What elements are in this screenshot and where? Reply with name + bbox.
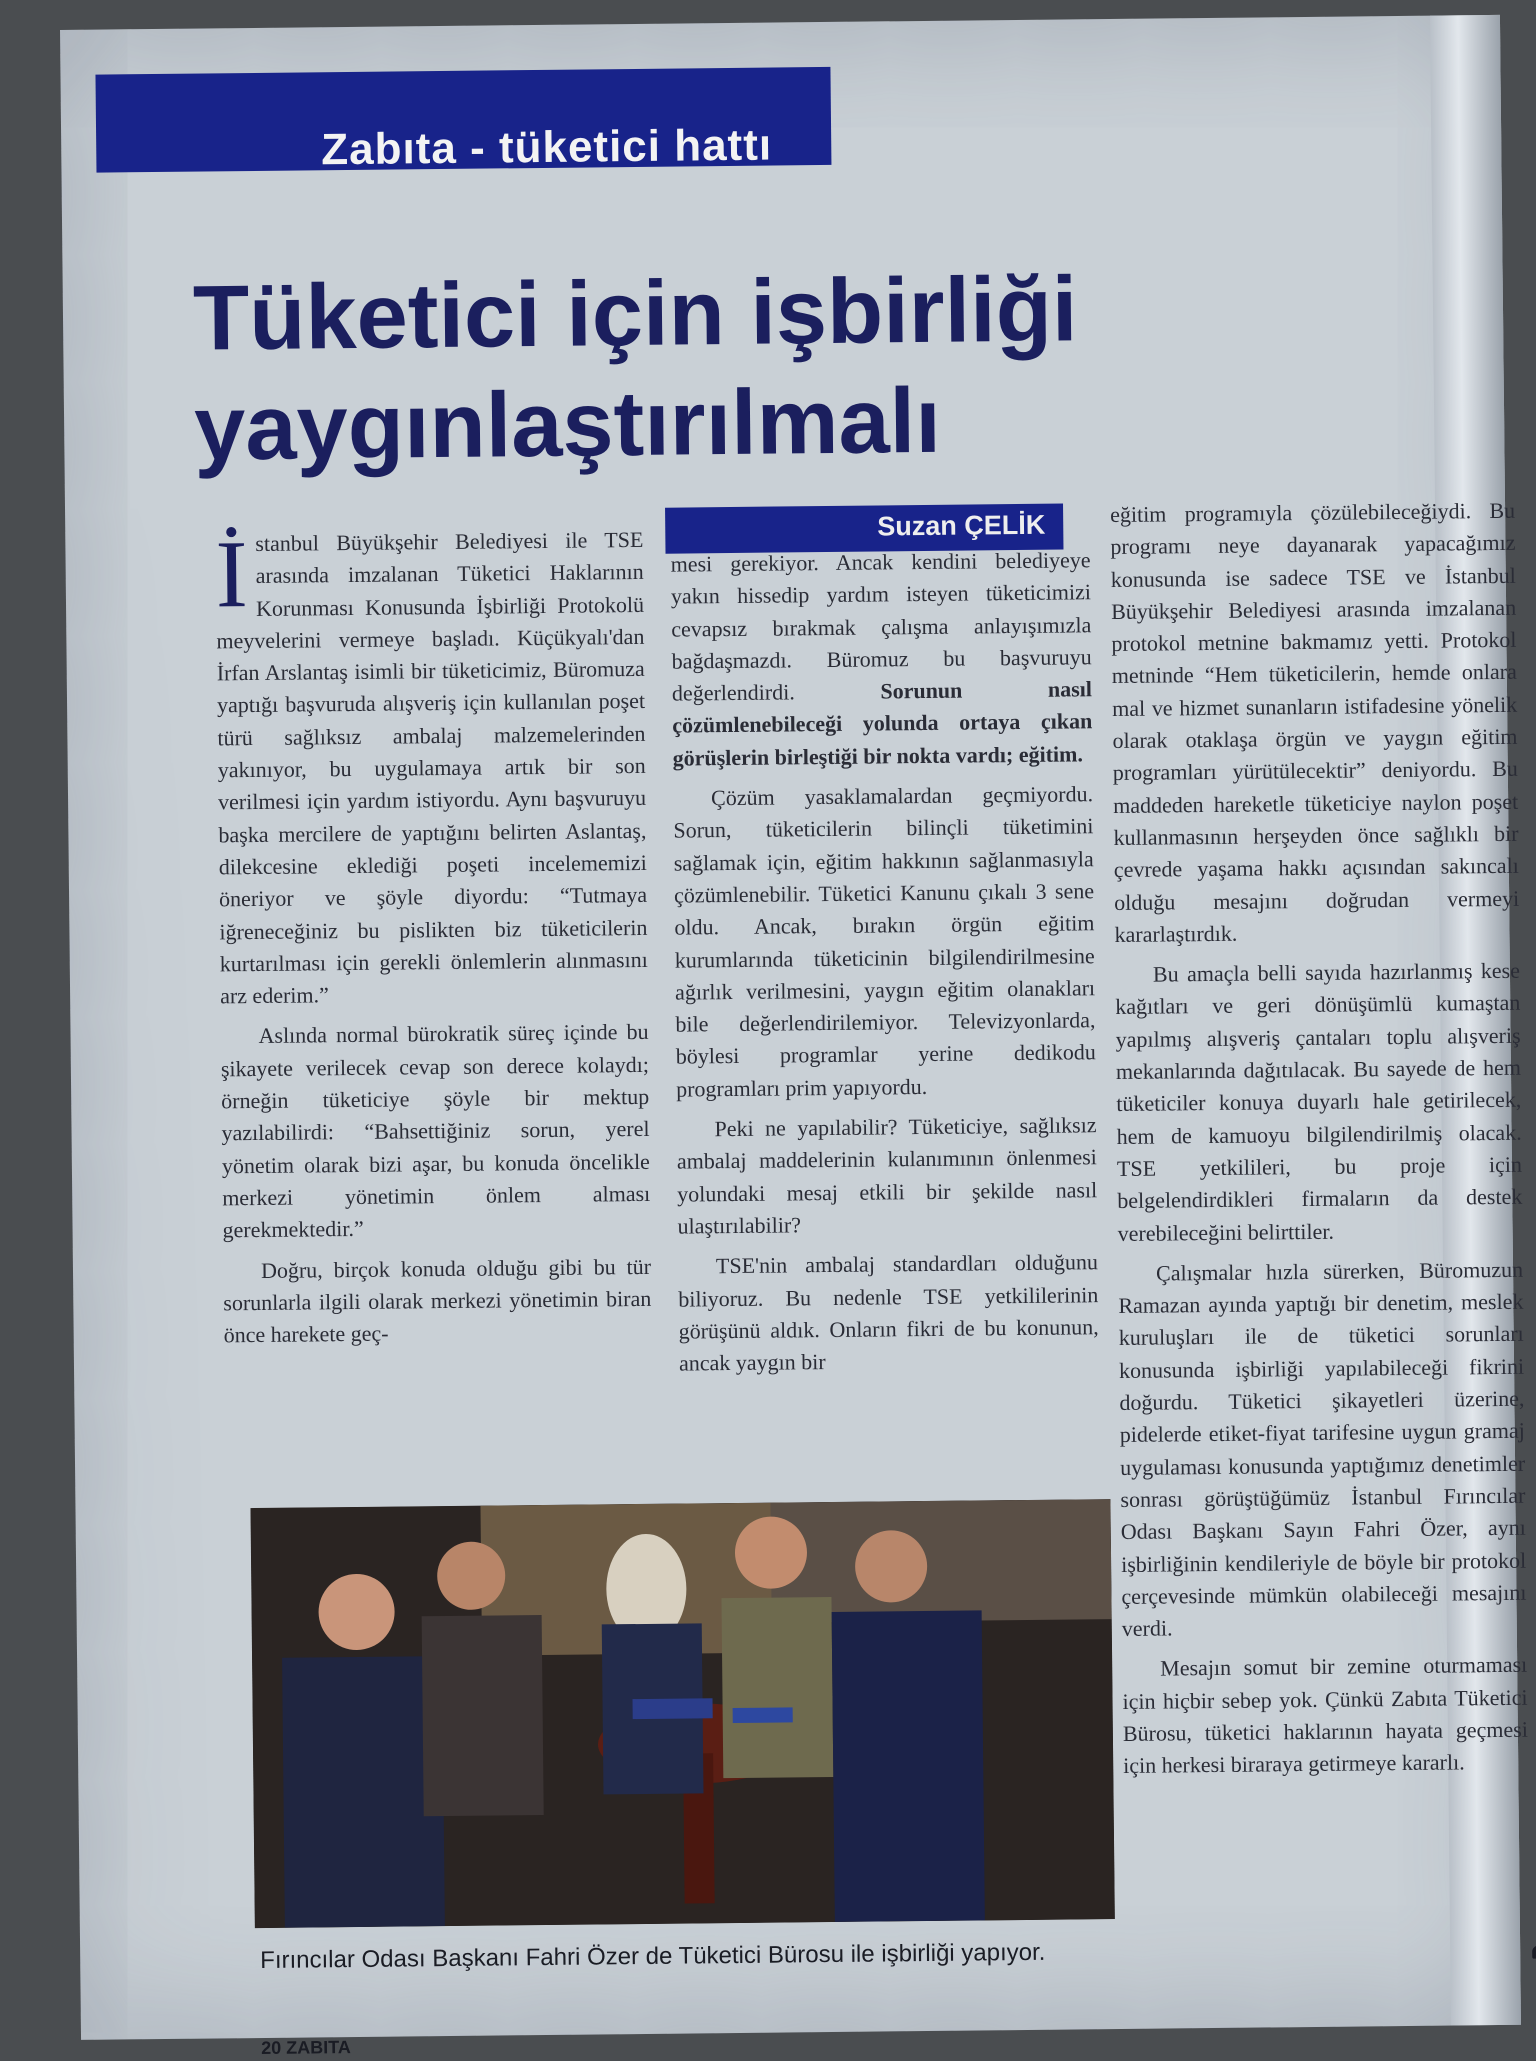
article-column-1: [215, 520, 652, 1360]
paragraph: Doğru, birçok konuda olduğu gibi bu tür sorunlarla ilgili olarak merkezi yönetimin biran önce harekete geç-: [223, 1253, 652, 1348]
paragraph-text: mesi gerekiyor. Ancak kendini belediyeye yakın hissedip yardım isteyen tüketicimizi cevapsız bırakmak çalışma anlayışımızla bağdaşmazdı. Büromuz bu başvuruyu değerlendirdi.: [670, 547, 1092, 706]
magazine-name: ZABITA: [286, 2037, 351, 2058]
paragraph: Peki ne yapılabilir? Tüketiciye, sağlıksız ambalaj maddelerinin kulanımının önlenmesi yolundaki mesaj etkili bir şekilde nasıl ulaştırılabilir?: [676, 1112, 1098, 1239]
page-footer: [261, 2037, 351, 2059]
bold-statement: Sorunun nasıl çözümlenebileceği yolunda ortaya çıkan görüşlerin birleştiği bir nokta vardı; eğitim.: [672, 676, 1093, 771]
paragraph: Çalışmalar hızla sürerken, Büromuzun Ramazan ayında yaptığı bir denetim, meslek kuruluşları ile de tüketici sorunları konusunda işbirliği yapılabileceği fikrini doğurdu. Tüketici şikayetleri üzerine, pidelerde etiket-fiyat tarifesine uygun gramaj uygulaması konusunda yaptığımız denetimler sonrası görüştüğümüz İstanbul Fırıncılar Odası Başkanı Sayın Fahri Özer, aynı işbirliğinin kendileriyle de böyle bir protokol çerçevesinde mümkün olabileceği mesajını verdi.: [1118, 1256, 1527, 1642]
page-number: 20: [261, 2037, 282, 2059]
paragraph: eğitim programıyla çözülebileceğiydi. Bu programı neye dayanarak yapacağımız konusunda ise sadece TSE ve İstanbul Büyükşehir Belediyesi arasında imzalanan protokol metnine bakmamız yetti. Protokol metninde “Hem tüketicilerin, hemde onlara mal ve hizmet sunanların istifadesine yönelik olarak otaklaşa örgün ve yaygın eğitim programları yürütülecektir” deniyordu. Bu maddeden hareketle tüketiciye naylon poşet kullanmasının herşeyden önce sağlıklı bir çevrede yaşama hakkı açısından sakıncalı olduğu mesajını doğrudan vermeyi kararlaştırdık.: [1110, 497, 1520, 947]
article-headline: Tüketici için işbirliği yaygınlaştırılmalı: [192, 258, 1078, 480]
photo-caption: Fırıncılar Odası Başkanı Fahri Özer de Tüketici Bürosu ile işbirliği yapıyor.: [260, 1938, 1046, 1975]
article-column-2: [670, 544, 1099, 1388]
author-byline: Suzan ÇELİK: [877, 509, 1046, 542]
meeting-photo-illustration: [250, 1499, 1114, 1928]
article-end-icon: [1532, 1945, 1536, 1959]
section-header-title: Zabıta - tüketici hattı: [321, 120, 773, 175]
paragraph: [670, 544, 1092, 774]
paragraph: [215, 520, 648, 1013]
paragraph: TSE'nin ambalaj standardları olduğunu biliyoruz. Bu nedenle TSE yetkililerinin görüşünü aldık. Onların fikri de bu konunun, ancak yaygın bir: [678, 1249, 1099, 1376]
paragraph-text: stanbul Büyükşehir Belediyesi ile TSE arasında imzalanan Tüketici Haklarının Korunması Konusunda İşbirliği Protokolü meyvelerini vermeye başladı. Küçükyalı'dan İrfan Arslantaş isimli bir tüketicimiz, Büromuza yaptığı başvuruda alışveriş için kullanılan poşet türü sağlıksız ambalaj malzemelerinden yakınıyor, bu uygulamaya artık bir son verilmesi için yardım istiyordu. Aynı başvuruyu başka mercilere de yaptığını belirten Aslantaş, dilekcesine eklediği poşeti incelememizi öneriyor ve şöyle diyordu: “Tutmaya iğreneceğiniz bu pislikten biz tüketicilerin kurtarılması için gerekli önlemlerin alınmasını arz ederim.”: [216, 526, 648, 1009]
paragraph: Mesajın somut bir zemine oturmaması için hiçbir sebep yok. Çünkü Zabıta Tüketici Bürosu, tüketici haklarının hayata geçmesi için herkesi biraraya getirmeye kararlı.: [1122, 1652, 1529, 1779]
magazine-page: [60, 15, 1529, 2059]
drop-cap: İ: [215, 520, 249, 628]
paragraph: Aslında normal bürokratik süreç içinde bu şikayete verilecek cevap son derece kolaydı; örneğin tüketiciye şöyle bir mektup yazılabilirdi: “Bahsettiğiniz sorun, yerel yönetim olarak bizi aşar, bu konuda öncelikle merkezi yönetimin önlem alması gerekmektedir.”: [220, 1019, 651, 1243]
paragraph: Çözüm yasaklamalardan geçmiyordu. Sorun, tüketicilerin bilinçli tüketimini sağlamak için, eğitim hakkının sağlanmasıyla çözümlenebilir. Tüketici Kanunu çıkalı 3 sene oldu. Ancak, bırakın örgün eğitim kurumlarında tüketicinin bilgilendirilmesine ağırlık verilmesini, yaygın eğitim olanakları bile değerlendirilemiyor. Televizyonlarda, böylesi programlar yerine dedikodu programları prim yapıyordu.: [673, 781, 1096, 1102]
article-column-3: [1110, 495, 1529, 1791]
meeting-photo: [250, 1499, 1114, 1928]
paragraph: Bu amaçla belli sayıda hazırlanmış kese kağıtları ve geri dönüşümlü kumaştan yapılmış alışveriş çantaları toplu alışveriş mekanlarında dağıtılacak. Bu sayede de hem tüketiciler konuya duyarlı hale getirilecek, hem de kamuoyu bilgilendirilmiş olacak. TSE yetkilileri, bu proje için belgelendirdikleri firmaların da destek verebileceğini belirttiler.: [1115, 957, 1523, 1246]
